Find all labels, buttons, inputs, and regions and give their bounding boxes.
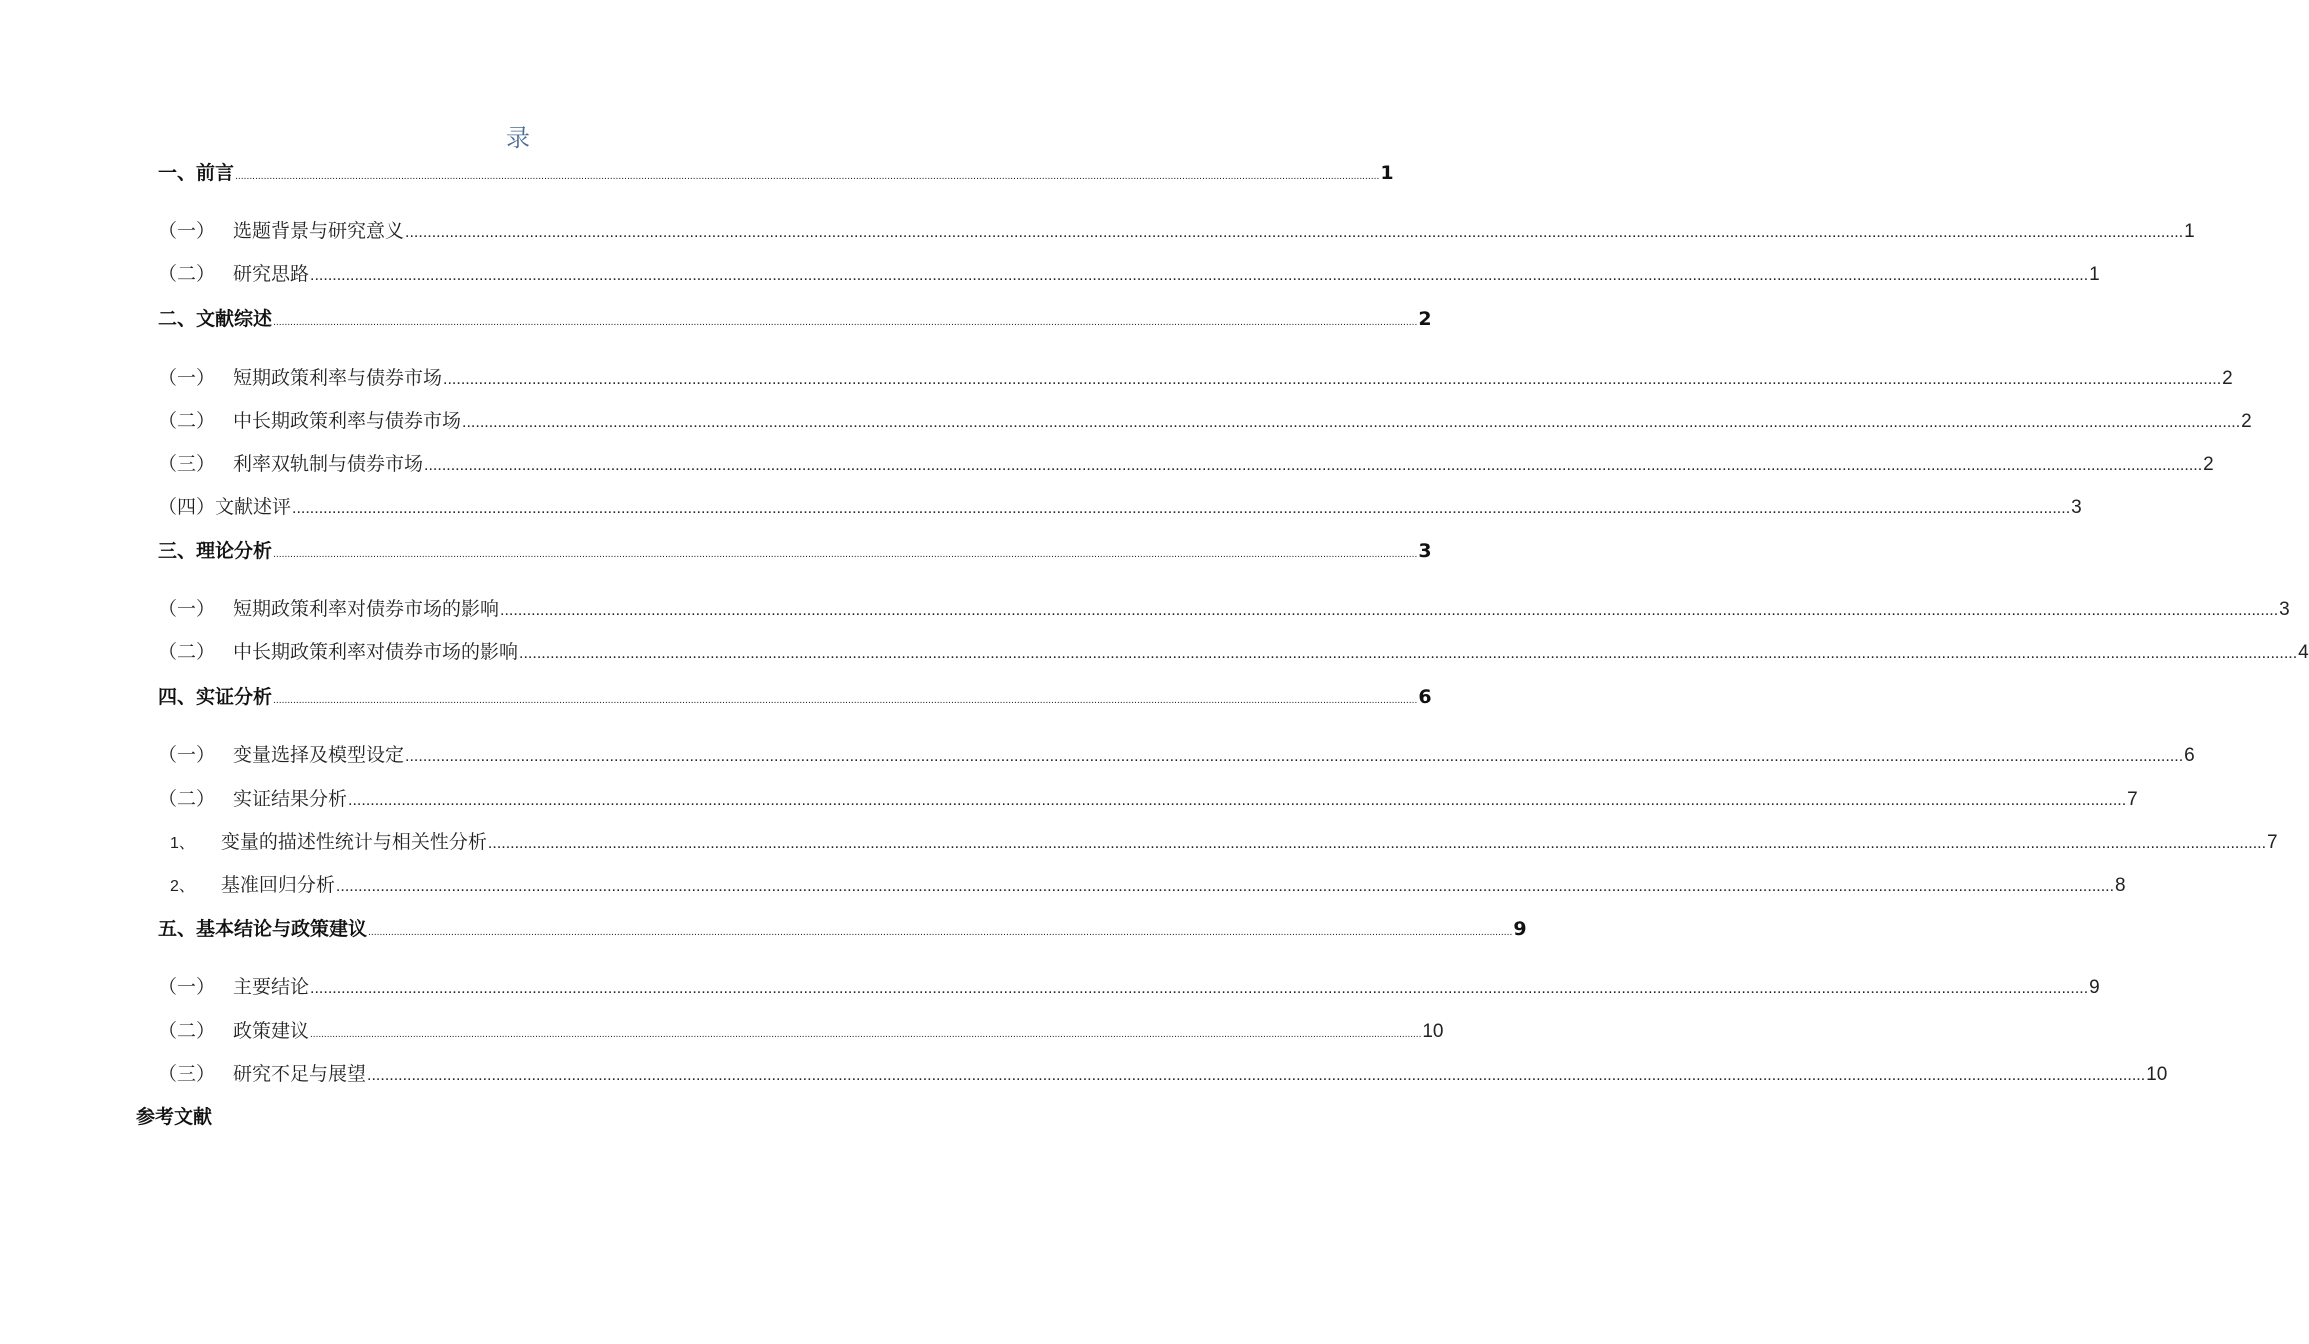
toc-entry-baseline[interactable] (170, 870, 2126, 897)
toc-page-number: 3 (2071, 497, 2082, 518)
toc-page-number: 2 (2222, 368, 2233, 389)
toc-leader-dots: ................................................................................................................................................................................................................................................................................................................................................................................................................ (310, 267, 2089, 284)
toc-leader-dots: ................................................................................................................................................................................................................................................................................................................................................................................................................ (273, 696, 1418, 706)
toc-entry-text: 变量选择及模型设定 (233, 744, 405, 766)
toc-entry-prefix: （三） (158, 1063, 216, 1085)
toc-entry-text: 利率双轨制与债券市场 (233, 453, 424, 475)
toc-entry-text: 五、基本结论与政策建议 (158, 918, 368, 940)
toc-leader-dots: ................................................................................................................................................................................................................................................................................................................................................................................................................ (368, 928, 1513, 938)
toc-leader-dots: ................................................................................................................................................................................................................................................................................................................................................................................................................ (348, 792, 2127, 809)
toc-entry-review[interactable] (158, 492, 2082, 519)
toc-entry-text: 三、理论分析 (158, 540, 273, 562)
toc-page-number: 8 (2115, 875, 2126, 896)
toc-entry-theory[interactable] (158, 536, 1432, 563)
toc-entry-literature[interactable] (158, 304, 1432, 331)
toc-entry-text: 一、前言 (158, 162, 235, 184)
toc-entry-text: （四）文献述评 (158, 496, 292, 518)
toc-entry-text: 实证结果分析 (233, 788, 348, 810)
toc-page-number: 1 (2184, 221, 2195, 242)
toc-leader-dots: ................................................................................................................................................................................................................................................................................................................................................................................................................ (424, 457, 2203, 474)
toc-entry-mid-long-rate[interactable] (158, 406, 2252, 433)
toc-entry-text: 基准回归分析 (220, 874, 335, 896)
toc-entry-prefix: （一） (158, 220, 216, 242)
toc-leader-dots: ................................................................................................................................................................................................................................................................................................................................................................................................................ (273, 318, 1418, 328)
toc-entry-prefix: （二） (158, 263, 216, 285)
toc-entry-text: 短期政策利率对债券市场的影响 (233, 598, 500, 620)
toc-leader-dots: ................................................................................................................................................................................................................................................................................................................................................................................................................ (487, 835, 2267, 852)
toc-leader-dots: ................................................................................................................................................................................................................................................................................................................................................................................................................ (292, 500, 2071, 517)
toc-leader-dots: ................................................................................................................................................................................................................................................................................................................................................................................................................ (405, 748, 2184, 765)
toc-page-number: 6 (2184, 745, 2195, 766)
toc-page-number: 9 (2089, 977, 2100, 998)
toc-page-number: 3 (2279, 599, 2290, 620)
toc-entry-dual-track[interactable] (158, 449, 2214, 476)
toc-entry-text: 研究思路 (233, 263, 310, 285)
toc-entry-text: 短期政策利率与债券市场 (233, 367, 443, 389)
toc-entry-main-conclusion[interactable] (158, 972, 2100, 999)
toc-entry-limitations[interactable] (158, 1059, 2168, 1086)
toc-entry-text: 四、实证分析 (158, 686, 273, 708)
toc-page-number: 1 (2089, 264, 2100, 285)
toc-entry-short-rate[interactable] (158, 363, 2233, 390)
toc-page-number: 6 (1418, 686, 1432, 708)
toc-entry-background[interactable] (158, 216, 2195, 243)
toc-entry-text: 二、文献综述 (158, 308, 273, 330)
toc-page-number: 10 (2146, 1064, 2168, 1085)
toc-leader-dots: ................................................................................................................................................................................................................................................................................................................................................................................................................ (235, 172, 1380, 182)
toc-entry-prefix: （三） (158, 453, 216, 475)
toc-entry-results[interactable] (158, 784, 2138, 811)
toc-entry-short-rate-impact[interactable] (158, 594, 2290, 621)
toc-entry-prefix: 2、 (170, 878, 195, 895)
toc-entry-preface[interactable] (158, 158, 1394, 185)
toc-leader-dots: ................................................................................................................................................................................................................................................................................................................................................................................................................ (443, 371, 2222, 388)
toc-page-number: 2 (2241, 411, 2252, 432)
toc-entry-text: 中长期政策利率与债券市场 (233, 410, 462, 432)
toc-entry-prefix: （二） (158, 1020, 216, 1042)
toc-page-number: 3 (1418, 540, 1432, 562)
toc-page-number: 10 (1422, 1021, 1444, 1042)
toc-entry-prefix: （二） (158, 641, 216, 663)
toc-entry-prefix: 1、 (170, 835, 195, 852)
toc-entry-prefix: （二） (158, 410, 216, 432)
toc-entry-policy[interactable] (158, 1016, 1444, 1043)
toc-entry-prefix: （一） (158, 367, 216, 389)
toc-leader-dots: ................................................................................................................................................................................................................................................................................................................................................................................................................ (462, 414, 2241, 431)
toc-leader-dots: ................................................................................................................................................................................................................................................................................................................................................................................................................ (335, 878, 2115, 895)
toc-leader-dots: ................................................................................................................................................................................................................................................................................................................................................................................................................ (310, 1029, 1422, 1040)
toc-page-number: 4 (2298, 642, 2309, 663)
toc-entry-conclusion[interactable] (158, 914, 1527, 941)
toc-page-number: 7 (2267, 832, 2278, 853)
toc-entry-prefix: （一） (158, 598, 216, 620)
toc-entry-variables[interactable] (158, 740, 2195, 767)
toc-entry-text: 主要结论 (233, 976, 310, 998)
toc-entry-text: 中长期政策利率对债券市场的影响 (233, 641, 519, 663)
toc-entry-text: 研究不足与展望 (233, 1063, 367, 1085)
toc-entry-text: 政策建议 (233, 1020, 310, 1042)
toc-entry-prefix: （一） (158, 744, 216, 766)
toc-entry-text: 选题背景与研究意义 (233, 220, 405, 242)
toc-entry-text: 变量的描述性统计与相关性分析 (220, 831, 487, 853)
toc-entry-mid-long-impact[interactable] (158, 637, 2309, 664)
toc-leader-dots: ................................................................................................................................................................................................................................................................................................................................................................................................................ (273, 550, 1418, 560)
toc-page-number: 1 (1380, 162, 1394, 184)
toc-entry-approach[interactable] (158, 259, 2100, 286)
toc-leader-dots: ................................................................................................................................................................................................................................................................................................................................................................................................................ (500, 602, 2279, 619)
toc-leader-dots: ................................................................................................................................................................................................................................................................................................................................................................................................................ (310, 980, 2089, 997)
toc-entry-descriptive[interactable] (170, 827, 2278, 854)
toc-page-number: 7 (2127, 789, 2138, 810)
toc-page-number: 2 (2203, 454, 2214, 475)
toc-leader-dots: ................................................................................................................................................................................................................................................................................................................................................................................................................ (405, 224, 2184, 241)
toc-leader-dots: ................................................................................................................................................................................................................................................................................................................................................................................................................ (519, 645, 2298, 662)
toc-entry-prefix: （二） (158, 788, 216, 810)
toc-page-number: 9 (1513, 918, 1527, 940)
toc-entry-prefix: （一） (158, 976, 216, 998)
toc-entry-empirical[interactable] (158, 682, 1432, 709)
toc-title: 录 (506, 124, 530, 152)
toc-leader-dots: ................................................................................................................................................................................................................................................................................................................................................................................................................ (367, 1067, 2146, 1084)
toc-page-number: 2 (1418, 308, 1432, 330)
references-heading[interactable]: 参考文献 (136, 1106, 213, 1128)
